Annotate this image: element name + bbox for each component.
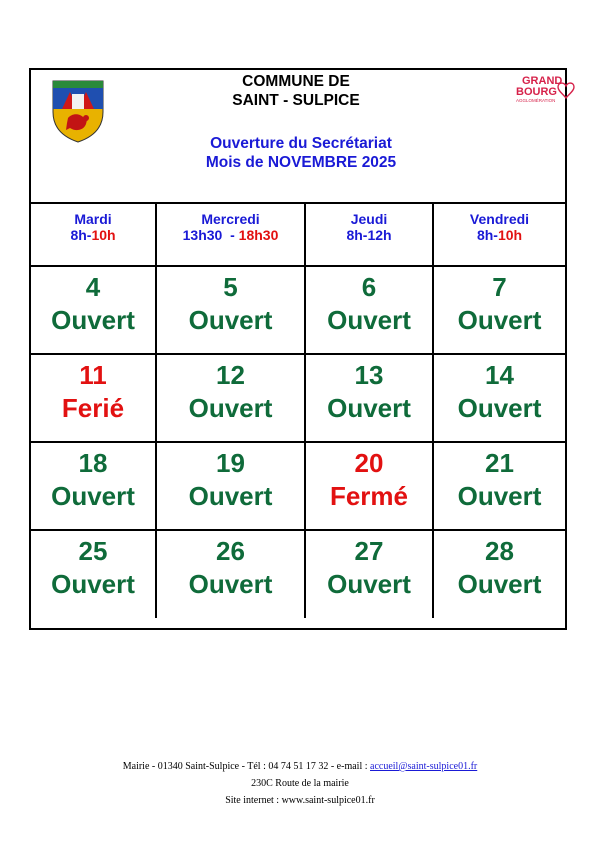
- weekday-header-mercredi: [156, 202, 305, 266]
- day-number: 5: [223, 272, 238, 302]
- footer-website: Site internet : www.saint-sulpice01.fr: [225, 795, 375, 806]
- day-status: Ouvert: [188, 393, 273, 423]
- weekday-name: Jeudi: [350, 211, 388, 227]
- day-cell: [156, 530, 305, 618]
- day-number: 27: [354, 536, 384, 566]
- subtitle-line-1: Ouverture du Secrétariat: [210, 135, 392, 152]
- day-cell: [156, 354, 305, 442]
- day-number: 19: [216, 448, 245, 478]
- calendar-sheet: [29, 68, 567, 630]
- day-number: 20: [354, 448, 384, 478]
- commune-title: [171, 72, 421, 110]
- weekday-header-row: [31, 202, 565, 266]
- day-status: Ouvert: [457, 481, 542, 511]
- weekday-header-vendredi: [433, 202, 565, 266]
- day-status: Ouvert: [188, 569, 273, 599]
- day-number: 4: [85, 272, 101, 302]
- day-cell: [31, 530, 156, 618]
- day-status: Ouvert: [457, 393, 542, 423]
- day-cell: [433, 266, 565, 354]
- weekday-hours: 13h30 - 18h30: [182, 227, 279, 243]
- weekday-name: Mardi: [74, 211, 112, 227]
- svg-text:BOURG: BOURG: [516, 86, 557, 98]
- day-number: 11: [79, 360, 107, 390]
- weekday-header-jeudi: [305, 202, 433, 266]
- day-number: 25: [78, 536, 108, 566]
- day-cell: [433, 442, 565, 530]
- day-number: 13: [354, 360, 384, 390]
- day-status: Ouvert: [327, 393, 411, 423]
- weekday-name: Vendredi: [469, 211, 530, 227]
- day-status: Fermé: [329, 481, 409, 511]
- day-number: 28: [485, 536, 514, 566]
- footer-contact: [100, 758, 500, 809]
- footer-address: 230C Route de la mairie: [251, 778, 349, 789]
- subtitle-line-2: Mois de NOVEMBRE 2025: [205, 154, 397, 171]
- day-number: 18: [78, 448, 108, 478]
- day-status: Ferié: [61, 393, 125, 423]
- header-block: [31, 70, 565, 204]
- week-row-3: [31, 442, 565, 530]
- day-status: Ouvert: [457, 569, 542, 599]
- commune-line-2: SAINT - SULPICE: [232, 92, 360, 109]
- calendar-table: [31, 202, 565, 618]
- day-cell: [156, 442, 305, 530]
- footer-line-1: Mairie - 01340 Saint-Sulpice - Tél : 04 74 51 17 32 - e-mail : accueil@saint-sulpice01.fr: [122, 761, 478, 772]
- day-number: 12: [216, 360, 245, 390]
- day-cell-closed: [305, 442, 433, 530]
- day-cell: [305, 266, 433, 354]
- day-status: Ouvert: [188, 481, 273, 511]
- day-status: Ouvert: [327, 569, 411, 599]
- commune-line-1: COMMUNE DE: [242, 73, 350, 90]
- weekday-header-mardi: [31, 202, 156, 266]
- weekday-hours: 8h-12h: [346, 227, 392, 243]
- day-number: 6: [361, 272, 377, 302]
- week-row-1: [31, 266, 565, 354]
- day-status: Ouvert: [327, 305, 411, 335]
- day-status: Ouvert: [457, 305, 542, 335]
- day-cell: [31, 266, 156, 354]
- opening-subtitle: [151, 134, 451, 172]
- day-number: 21: [485, 448, 514, 478]
- day-cell: [305, 354, 433, 442]
- day-cell: [31, 442, 156, 530]
- day-number: 7: [492, 272, 507, 302]
- week-row-4: [31, 530, 565, 618]
- day-number: 26: [216, 536, 245, 566]
- weekday-hours: 8h-10h: [70, 227, 116, 243]
- day-cell: [156, 266, 305, 354]
- day-status: Ouvert: [51, 569, 135, 599]
- coat-of-arms-icon: [50, 78, 106, 144]
- day-cell: [433, 354, 565, 442]
- weekday-hours: 8h-10h: [476, 227, 523, 243]
- day-status: Ouvert: [51, 481, 135, 511]
- day-status: Ouvert: [51, 305, 135, 335]
- weekday-name: Mercredi: [201, 211, 260, 227]
- svg-text:GRAND: GRAND: [522, 75, 563, 87]
- svg-text:AGGLOMÉRATION: AGGLOMÉRATION: [516, 98, 556, 103]
- day-number: 14: [485, 360, 514, 390]
- week-row-2: [31, 354, 565, 442]
- day-cell-holiday: [31, 354, 156, 442]
- email-link[interactable]: accueil@saint-sulpice01.fr: [370, 761, 478, 772]
- day-cell: [433, 530, 565, 618]
- day-cell: [305, 530, 433, 618]
- day-status: Ouvert: [188, 305, 273, 335]
- grand-bourg-logo: [514, 72, 586, 106]
